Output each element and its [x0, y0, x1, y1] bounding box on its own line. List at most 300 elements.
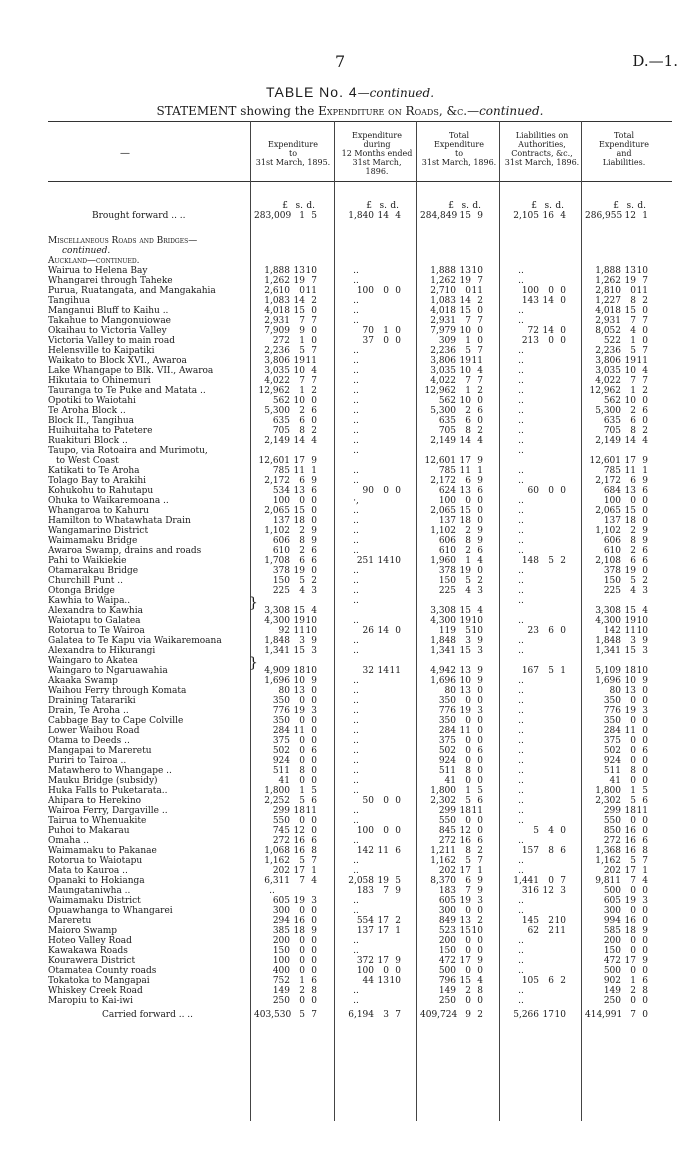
row-label: Whangarei through Taheke — [48, 276, 173, 286]
pence: 0 — [477, 756, 483, 766]
shillings: 12 — [624, 211, 636, 221]
amount-cell — [420, 426, 483, 436]
shillings: 18 — [293, 926, 305, 936]
pence: 6 — [395, 846, 401, 856]
amount-cell — [254, 936, 317, 946]
shillings: 14 — [293, 436, 305, 446]
row-label: Mata to Kauroa .. — [48, 866, 128, 876]
shillings: 6 — [548, 976, 554, 986]
blank-cell: .. — [353, 596, 359, 606]
amount-cell — [254, 476, 317, 486]
pence: 5 — [311, 786, 317, 796]
pence: 2 — [311, 386, 317, 396]
pounds: 80 — [444, 686, 456, 696]
amount-cell — [585, 646, 648, 656]
pence: 4 — [642, 436, 648, 446]
amount-cell — [254, 286, 317, 296]
lsd-shilling: s. — [544, 201, 552, 211]
pounds: 605 — [438, 896, 456, 906]
pounds: 200 — [272, 936, 290, 946]
pounds: 4,909 — [264, 666, 290, 676]
amount-cell — [420, 926, 483, 936]
pence: 3 — [642, 646, 648, 656]
pence: 3 — [642, 706, 648, 716]
row-label: Okaihau to Victoria Valley — [48, 326, 167, 336]
amount-cell — [254, 576, 317, 586]
shillings: 8 — [465, 766, 471, 776]
amount-cell — [585, 686, 648, 696]
lsd-pence: d. — [637, 201, 646, 211]
row-label: Alexandra to Hikurangi — [48, 646, 156, 656]
pence: 8 — [642, 986, 648, 996]
lsd-pence: d. — [555, 201, 564, 211]
row-description — [48, 436, 250, 446]
pounds: 167 — [521, 666, 539, 676]
shillings: 15 — [293, 306, 305, 316]
shillings: 17 — [542, 1010, 554, 1020]
row-label: Hikutaia to Ohinemuri — [48, 376, 151, 386]
shillings: 19 — [293, 706, 305, 716]
subsection-heading: Auckland—continued. — [48, 256, 140, 266]
pence: 6 — [560, 846, 566, 856]
pence: 6 — [477, 746, 483, 756]
pence: 9 — [311, 476, 317, 486]
row-description — [48, 746, 250, 756]
pence: 0 — [642, 686, 648, 696]
pence: 2 — [477, 426, 483, 436]
amount-cell — [585, 806, 648, 816]
shillings: 19 — [293, 616, 305, 626]
shillings: 6 — [465, 476, 471, 486]
row-description — [48, 896, 250, 906]
shillings: 13 — [293, 266, 305, 276]
pence: 1 — [642, 466, 648, 476]
shillings: 17 — [377, 916, 389, 926]
amount-cell — [585, 296, 648, 306]
pounds: 1,696 — [595, 676, 621, 686]
row-label: Whiskey Creek Road — [48, 986, 143, 996]
blank-cell: .. — [353, 386, 359, 396]
blank-cell: .. — [518, 576, 524, 586]
pence: 3 — [477, 896, 483, 906]
row-description — [48, 976, 250, 986]
pounds: 924 — [603, 756, 621, 766]
pence: 0 — [642, 496, 648, 506]
pounds: 562 — [272, 396, 290, 406]
pence: 6 — [642, 486, 648, 496]
pounds: 309 — [438, 336, 456, 346]
shillings: 0 — [465, 936, 471, 946]
pounds: 150 — [438, 946, 456, 956]
pence: 0 — [311, 916, 317, 926]
amount-cell — [254, 316, 317, 326]
pence: 9 — [477, 476, 483, 486]
blank-cell: .. — [353, 366, 359, 376]
pounds: 4,022 — [430, 376, 456, 386]
row-description — [48, 396, 250, 406]
blank-cell: .. — [518, 536, 524, 546]
shillings: 12 — [293, 826, 305, 836]
blank-cell: .. — [518, 896, 524, 906]
shillings: 3 — [299, 636, 305, 646]
row-label: Wairua to Helena Bay — [48, 266, 148, 276]
pounds: 213 — [521, 336, 539, 346]
amount-cell — [585, 1010, 648, 1020]
shillings: 5 — [299, 576, 305, 586]
pounds: 1,840 — [348, 211, 374, 221]
column-header-line: 31st March, 1896. — [421, 158, 497, 167]
amount-cell — [420, 566, 483, 576]
pounds: 4,300 — [430, 616, 456, 626]
amount-cell — [338, 916, 401, 926]
pence: 6 — [477, 546, 483, 556]
row-label: Rotorua to Te Wairoa — [48, 626, 145, 636]
pounds: 149 — [272, 986, 290, 996]
pounds: 272 — [272, 336, 290, 346]
blank-cell: .. — [353, 346, 359, 356]
pence: 0 — [642, 696, 648, 706]
shillings: 4 — [630, 586, 636, 596]
shillings: 7 — [299, 876, 305, 886]
pence: 4 — [311, 366, 317, 376]
blank-cell: .. — [353, 266, 359, 276]
shillings: 14 — [377, 211, 389, 221]
section-continued: continued. — [62, 246, 111, 256]
row-description — [48, 586, 250, 596]
pence: 0 — [642, 916, 648, 926]
pence: 10 — [636, 666, 648, 676]
amount-cell — [254, 386, 317, 396]
shillings: 2 — [630, 406, 636, 416]
pounds: 183 — [356, 886, 374, 896]
shillings: 11 — [624, 726, 636, 736]
shillings: 17 — [459, 456, 471, 466]
pounds: 72 — [527, 326, 539, 336]
amount-cell — [585, 466, 648, 476]
pence: 7 — [477, 276, 483, 286]
amount-cell — [585, 346, 648, 356]
shillings: 0 — [630, 716, 636, 726]
blank-cell: .. — [353, 766, 359, 776]
blank-cell: .. — [353, 786, 359, 796]
pence: 7 — [560, 876, 566, 886]
shillings: 0 — [630, 696, 636, 706]
pence: 5 — [311, 211, 317, 221]
lsd-pence: d. — [390, 201, 399, 211]
amount-cell — [585, 996, 648, 1006]
shillings: 0 — [299, 716, 305, 726]
lsd-header — [418, 201, 481, 211]
shillings: 4 — [548, 826, 554, 836]
row-label: Waingaro to Ngaruawahia — [48, 666, 168, 676]
column-header-line: Expenditure — [599, 140, 649, 149]
shillings: 16 — [624, 836, 636, 846]
shillings: 0 — [630, 496, 636, 506]
pence: 6 — [311, 406, 317, 416]
pence: 0 — [477, 936, 483, 946]
shillings: 12 — [459, 826, 471, 836]
pounds: 378 — [603, 566, 621, 576]
shillings: 0 — [465, 736, 471, 746]
shillings: 14 — [459, 296, 471, 306]
brought-forward-label: Brought forward .. .. — [92, 211, 186, 221]
shillings: 8 — [465, 536, 471, 546]
pence: 7 — [311, 346, 317, 356]
pounds: 2,302 — [595, 796, 621, 806]
amount-cell — [338, 796, 401, 806]
shillings: 8 — [630, 296, 636, 306]
shillings: 15 — [459, 976, 471, 986]
pence: 0 — [311, 946, 317, 956]
pence: 0 — [311, 966, 317, 976]
row-description — [48, 826, 250, 836]
pounds: 7,979 — [430, 326, 456, 336]
shillings: 2 — [465, 986, 471, 996]
pounds: 550 — [272, 816, 290, 826]
shillings: 13 — [624, 266, 636, 276]
blank-cell: .. — [518, 816, 524, 826]
row-description — [48, 266, 250, 276]
row-description — [48, 526, 250, 536]
shillings: 0 — [299, 496, 305, 506]
shillings: 19 — [624, 896, 636, 906]
blank-cell: .. — [353, 716, 359, 726]
pounds: 2,172 — [430, 476, 456, 486]
pence: 9 — [477, 956, 483, 966]
pounds: 375 — [603, 736, 621, 746]
pence: 0 — [311, 396, 317, 406]
pence: 6 — [642, 796, 648, 806]
amount-cell — [420, 746, 483, 756]
shillings: 14 — [293, 296, 305, 306]
pence: 0 — [311, 516, 317, 526]
shillings: 6 — [299, 416, 305, 426]
row-description — [48, 986, 250, 996]
column-header-line: 31st March, — [352, 158, 402, 167]
pounds: 12,601 — [258, 456, 290, 466]
pence: 4 — [311, 876, 317, 886]
row-description — [48, 856, 250, 866]
blank-cell: .. — [353, 436, 359, 446]
pounds: 200 — [603, 936, 621, 946]
pence: 0 — [311, 906, 317, 916]
pence: 4 — [560, 211, 566, 221]
row-label: Ahipara to Herekino — [48, 796, 142, 806]
pounds: 148 — [521, 556, 539, 566]
shillings: 0 — [299, 966, 305, 976]
amount-cell — [420, 916, 483, 926]
pounds: 1,211 — [430, 846, 456, 856]
pounds: 3,035 — [264, 366, 290, 376]
row-label: Katikati to Te Aroha — [48, 466, 140, 476]
shillings: 0 — [548, 286, 554, 296]
shillings: 6 — [465, 876, 471, 886]
shillings: 10 — [624, 676, 636, 686]
shillings: 16 — [459, 836, 471, 846]
pence: 0 — [311, 756, 317, 766]
pounds: 610 — [272, 546, 290, 556]
amount-cell — [338, 326, 401, 336]
amount-cell — [254, 406, 317, 416]
amount-cell — [254, 416, 317, 426]
blank-cell: .. — [518, 706, 524, 716]
amount-cell — [420, 966, 483, 976]
pence: 0 — [477, 696, 483, 706]
shillings: 19 — [459, 706, 471, 716]
blank-cell: .. — [353, 996, 359, 1006]
amount-cell — [420, 296, 483, 306]
row-description — [48, 726, 250, 736]
pounds: 3,308 — [595, 606, 621, 616]
pounds: 5,300 — [595, 406, 621, 416]
pounds: 605 — [603, 896, 621, 906]
pence: 4 — [477, 556, 483, 566]
pence: 6 — [311, 486, 317, 496]
shillings: 4 — [299, 586, 305, 596]
pounds: 100 — [356, 826, 374, 836]
shillings: 15 — [459, 506, 471, 516]
shillings: 15 — [459, 926, 471, 936]
row-description — [48, 536, 250, 546]
column-header — [583, 131, 665, 167]
amount-cell — [420, 936, 483, 946]
amount-cell — [420, 836, 483, 846]
amount-cell — [585, 416, 648, 426]
amount-cell — [254, 211, 317, 221]
amount-cell — [338, 211, 401, 221]
pence: 2 — [560, 976, 566, 986]
pence: 6 — [642, 556, 648, 566]
pence: 0 — [477, 816, 483, 826]
pence: 11 — [389, 666, 401, 676]
shillings: 19 — [624, 566, 636, 576]
amount-cell — [420, 866, 483, 876]
amount-cell — [420, 756, 483, 766]
shillings: 11 — [293, 726, 305, 736]
pence: 0 — [477, 306, 483, 316]
column-header-line: 12 Months ended — [341, 149, 413, 158]
amount-cell — [585, 776, 648, 786]
pence: 3 — [311, 896, 317, 906]
pounds: 5 — [533, 826, 539, 836]
pence: 11 — [471, 356, 483, 366]
row-description — [48, 866, 250, 876]
shillings: 19 — [459, 356, 471, 366]
row-brace: } — [249, 655, 258, 671]
pounds: 1,083 — [264, 296, 290, 306]
amount-cell — [338, 556, 401, 566]
amount-cell — [420, 996, 483, 1006]
column-header-line: Expenditure — [268, 140, 318, 149]
amount-cell — [503, 876, 566, 886]
pence: 0 — [642, 516, 648, 526]
pounds: 26 — [362, 626, 374, 636]
pence: 9 — [642, 476, 648, 486]
amount-cell — [585, 456, 648, 466]
column-header-line: Total — [448, 131, 470, 140]
pounds: 250 — [603, 996, 621, 1006]
amount-cell — [254, 326, 317, 336]
blank-cell: .. — [518, 646, 524, 656]
pounds: 705 — [603, 426, 621, 436]
pounds: 350 — [272, 716, 290, 726]
shillings: 1 — [299, 386, 305, 396]
row-description — [48, 496, 250, 506]
amount-cell — [420, 576, 483, 586]
pence: 0 — [477, 396, 483, 406]
pounds: 251 — [356, 556, 374, 566]
lsd-header — [252, 201, 315, 211]
pence: 0 — [311, 776, 317, 786]
row-label: Puhoi to Makarau — [48, 826, 130, 836]
amount-cell — [254, 356, 317, 366]
blank-cell: .. — [353, 896, 359, 906]
pounds: 562 — [603, 396, 621, 406]
pence: 2 — [477, 846, 483, 856]
shillings: 0 — [630, 906, 636, 916]
pounds: 1,262 — [264, 276, 290, 286]
pounds: 149 — [603, 986, 621, 996]
lsd-pound: £ — [613, 201, 619, 211]
pounds: 1,102 — [430, 526, 456, 536]
pounds: 150 — [272, 576, 290, 586]
amount-cell — [585, 766, 648, 776]
amount-cell — [338, 626, 401, 636]
carried-forward-label: Carried forward .. .. — [102, 1010, 194, 1020]
pence: 0 — [560, 296, 566, 306]
shillings: 10 — [624, 396, 636, 406]
pence: 9 — [642, 636, 648, 646]
amount-cell — [420, 326, 483, 336]
blank-cell: .. — [518, 386, 524, 396]
blank-cell: .. — [353, 416, 359, 426]
blank-cell: .. — [353, 746, 359, 756]
pounds: 1,441 — [513, 876, 539, 886]
pence: 0 — [311, 936, 317, 946]
row-description — [48, 766, 250, 776]
amount-cell — [254, 836, 317, 846]
pence: 2 — [642, 576, 648, 586]
row-label: Block II., Tangihua — [48, 416, 135, 426]
row-description — [48, 646, 250, 656]
row-label: Tolago Bay to Arakihi — [48, 476, 147, 486]
pounds: 403,530 — [254, 1010, 292, 1020]
row-description — [48, 786, 250, 796]
shillings: 10 — [459, 396, 471, 406]
amount-cell — [585, 326, 648, 336]
row-label: Mareretu — [48, 916, 92, 926]
pence: 9 — [311, 536, 317, 546]
shillings: 11 — [459, 466, 471, 476]
shillings: 15 — [624, 306, 636, 316]
row-description — [48, 936, 250, 946]
amount-cell — [420, 516, 483, 526]
pounds: 100 — [438, 496, 456, 506]
pence: 0 — [642, 336, 648, 346]
pence: 0 — [477, 716, 483, 726]
pence: 0 — [642, 966, 648, 976]
shillings: 7 — [630, 376, 636, 386]
row-description — [48, 806, 250, 816]
amount-cell — [254, 506, 317, 516]
blank-cell: .. — [518, 756, 524, 766]
shillings: 19 — [459, 276, 471, 286]
blank-cell: .. — [353, 566, 359, 576]
pounds: 2,172 — [595, 476, 621, 486]
pence: 6 — [311, 556, 317, 566]
pence: 0 — [477, 506, 483, 516]
amount-cell — [585, 696, 648, 706]
